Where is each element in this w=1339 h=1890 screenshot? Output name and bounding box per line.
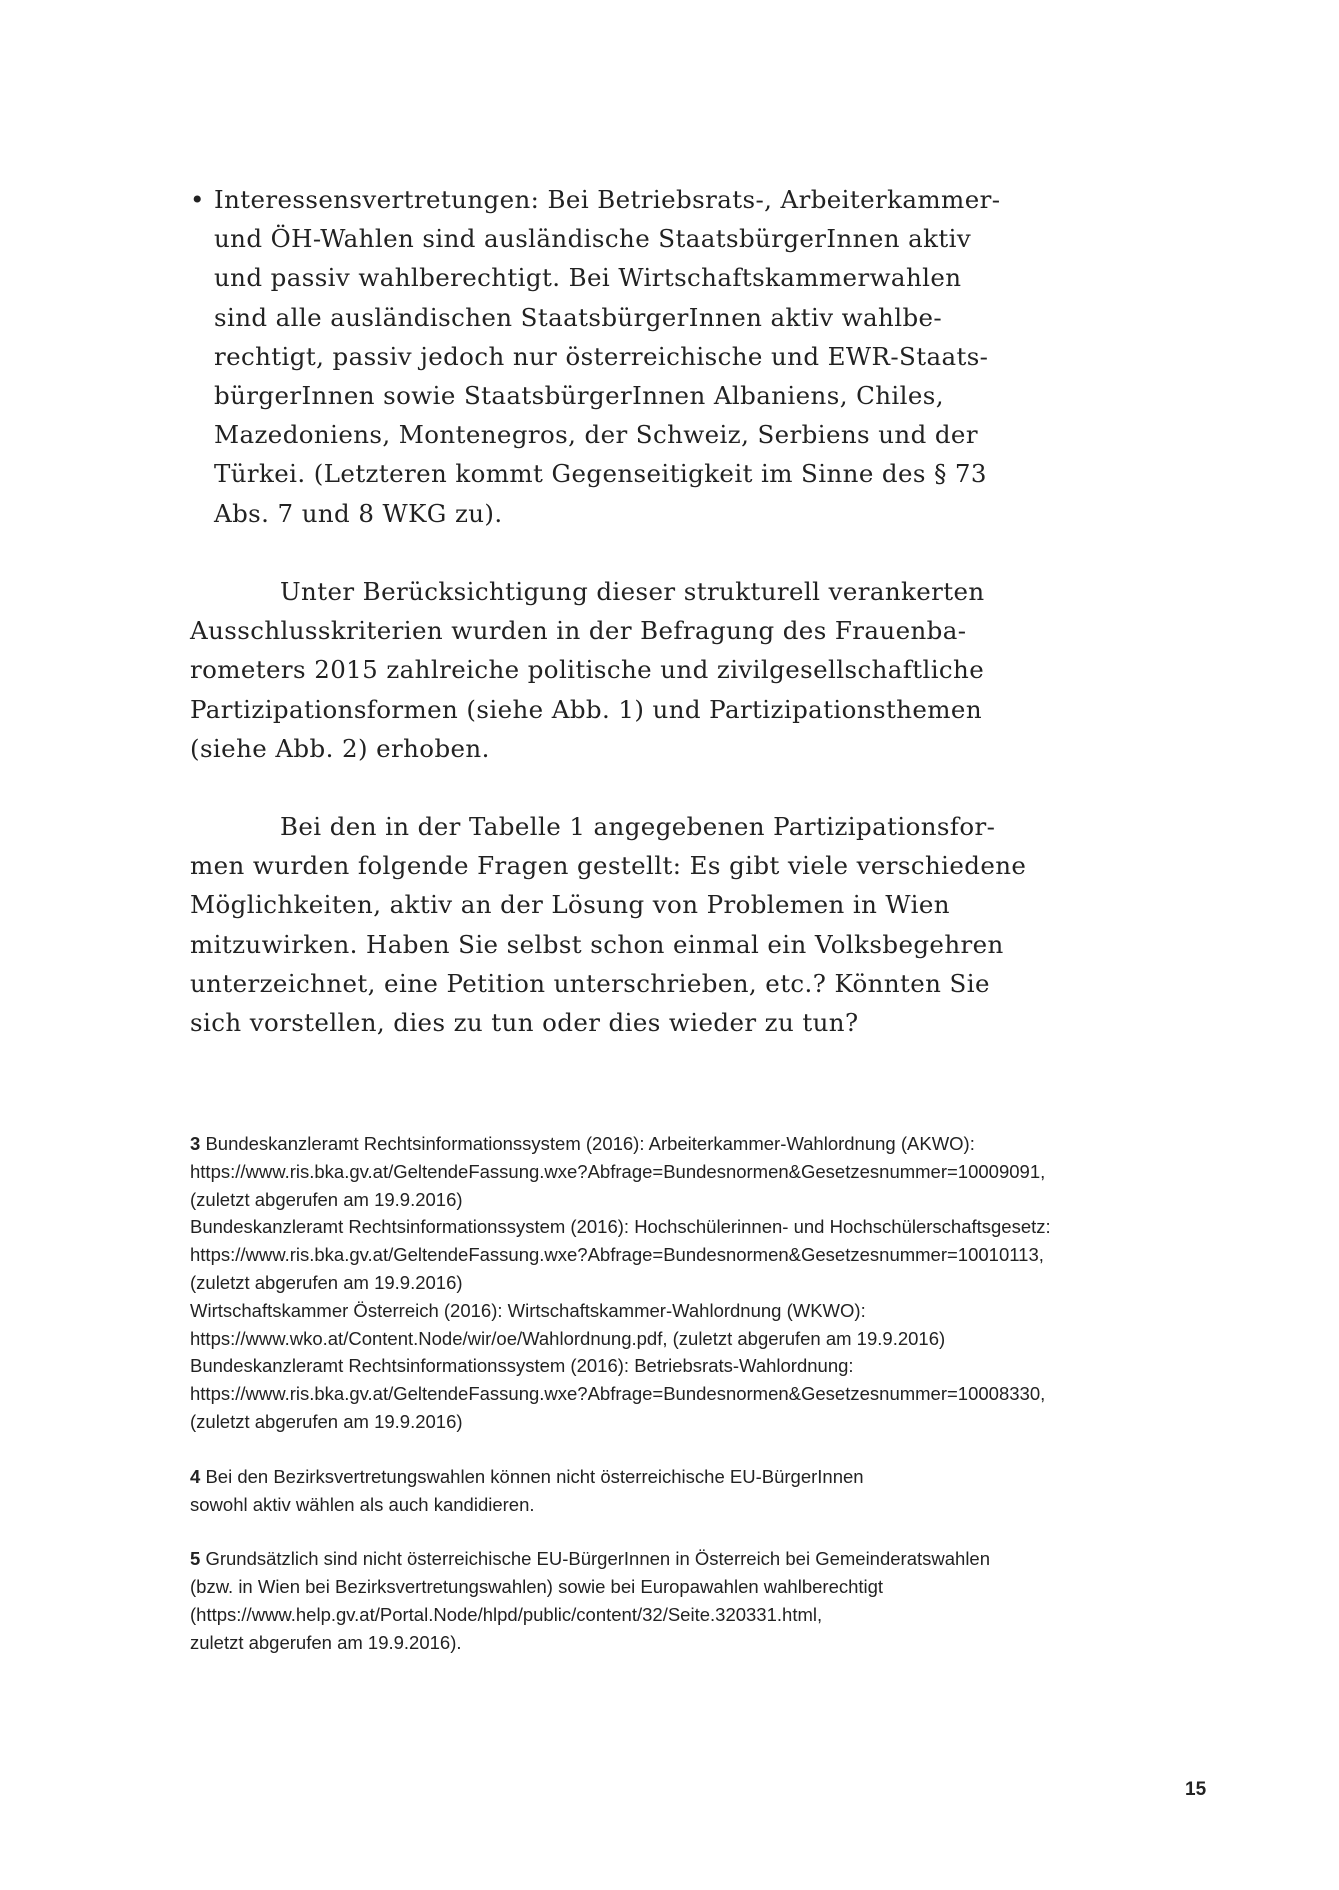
bullet-line: rechtigt, passiv jedoch nur österreichische und EWR-Staats-	[214, 341, 989, 371]
footnote-line: Wirtschaftskammer Österreich (2016): Wirtschaftskammer-Wahlordnung (WKWO):	[190, 1299, 866, 1321]
footnote-line: (bzw. in Wien bei Bezirksvertretungswahlen) sowie bei Europawahlen wahlberechtigt	[190, 1576, 884, 1598]
footnote-5	[190, 1545, 1150, 1656]
paragraph-line: Unter Berücksichtigung dieser strukturell verankerten	[280, 577, 985, 606]
footnote-line: https://www.ris.bka.gv.at/GeltendeFassung.wxe?Abfrage=Bundesnormen&Gesetzesnummer=10009091,	[190, 1160, 1046, 1182]
footnote-first-line	[190, 1130, 1150, 1158]
footnote-line: https://www.ris.bka.gv.at/GeltendeFassung.wxe?Abfrage=Bundesnormen&Gesetzesnummer=10010113,	[190, 1244, 1044, 1266]
footnote-line: Bundeskanzleramt Rechtsinformationssystem (2016): Betriebsrats-Wahlordnung:	[190, 1355, 854, 1377]
page-number: 15	[1185, 1779, 1207, 1800]
footnote-line: https://www.wko.at/Content.Node/wir/oe/Wahlordnung.pdf, (zuletzt abgerufen am 19.9.2016)	[190, 1327, 946, 1349]
paragraph-line: Bei den in der Tabelle 1 angegebenen Partizipationsfor-	[280, 812, 996, 841]
paragraph-line: sich vorstellen, dies zu tun oder dies wieder zu tun?	[190, 1008, 859, 1038]
paragraph-exclusion-criteria	[190, 572, 985, 768]
footnote-line: (zuletzt abgerufen am 19.9.2016)	[190, 1188, 463, 1210]
footnote-first-line	[190, 1545, 1150, 1573]
footnote-line: https://www.ris.bka.gv.at/GeltendeFassung.wxe?Abfrage=Bundesnormen&Gesetzesnummer=10008330,	[190, 1383, 1046, 1405]
paragraph-line: unterzeichnet, eine Petition unterschrieben, etc.? Könnten Sie	[190, 968, 990, 998]
bullet-marker: •	[190, 185, 205, 214]
footnote-text: Bundeskanzleramt Rechtsinformationssystem (2016): Arbeiterkammer-Wahlordnung (AKWO):	[205, 1133, 975, 1154]
footnote-line: (zuletzt abgerufen am 19.9.2016)	[190, 1271, 463, 1293]
paragraph-line: Partizipationsformen (siehe Abb. 1) und Partizipationsthemen	[190, 694, 982, 724]
paragraph-line: Ausschlusskriterien wurden in der Befragung des Frauenba-	[190, 616, 967, 646]
paragraph-line: (siehe Abb. 2) erhoben.	[190, 733, 490, 763]
footnote-text: Bei den Bezirksvertretungswahlen können nicht österreichische EU-BürgerInnen	[205, 1465, 864, 1487]
footnote-4	[190, 1463, 1150, 1519]
footnote-line: zuletzt abgerufen am 19.9.2016).	[190, 1631, 462, 1653]
footnote-line: (https://www.help.gv.at/Portal.Node/hlpd/public/content/32/Seite.320331.html,	[190, 1603, 823, 1625]
footnote-line: Bundeskanzleramt Rechtsinformationssystem (2016): Hochschülerinnen- und Hochschülerschaftsgesetz:	[190, 1216, 1051, 1238]
footnote-number: 3	[190, 1133, 201, 1154]
footnote-line: sowohl aktiv wählen als auch kandidieren.	[190, 1493, 535, 1515]
bullet-line: Abs. 7 und 8 WKG zu).	[214, 498, 503, 528]
bullet-line: Mazedoniens, Montenegros, der Schweiz, Serbiens und der	[214, 420, 978, 450]
bullet-line: und ÖH-Wahlen sind ausländische StaatsbürgerInnen aktiv	[214, 224, 972, 254]
paragraph-line: mitzuwirken. Haben Sie selbst schon einmal ein Volksbegehren	[190, 929, 1004, 959]
footnotes	[190, 1130, 1150, 1684]
footnote-number: 5	[190, 1548, 201, 1570]
bullet-line: sind alle ausländischen StaatsbürgerInnen aktiv wahlbe-	[214, 302, 943, 332]
bullet-line: Türkei. (Letzteren kommt Gegenseitigkeit im Sinne des § 73	[214, 459, 987, 489]
footnote-line: (zuletzt abgerufen am 19.9.2016)	[190, 1410, 463, 1432]
footnote-3	[190, 1130, 1150, 1436]
footnote-number: 4	[190, 1465, 201, 1487]
bullet-line: bürgerInnen sowie StaatsbürgerInnen Albaniens, Chiles,	[214, 381, 944, 411]
footnote-text: Grundsätzlich sind nicht österreichische EU-BürgerInnen in Österreich bei Gemeinderatswahlen	[205, 1548, 991, 1570]
bullet-item	[190, 180, 1001, 533]
paragraph-line: rometers 2015 zahlreiche politische und zivilgesellschaftliche	[190, 655, 985, 685]
paragraph-line: men wurden folgende Fragen gestellt: Es gibt viele verschiedene	[190, 851, 1027, 881]
paragraph-survey-questions	[190, 807, 1027, 1042]
bullet-line: und passiv wahlberechtigt. Bei Wirtschaftskammerwahlen	[214, 263, 962, 293]
footnote-first-line	[190, 1463, 1150, 1491]
paragraph-line: Möglichkeiten, aktiv an der Lösung von Problemen in Wien	[190, 890, 950, 920]
bullet-line: Interessensvertretungen: Bei Betriebsrats-, Arbeiterkammer-	[214, 185, 1001, 214]
